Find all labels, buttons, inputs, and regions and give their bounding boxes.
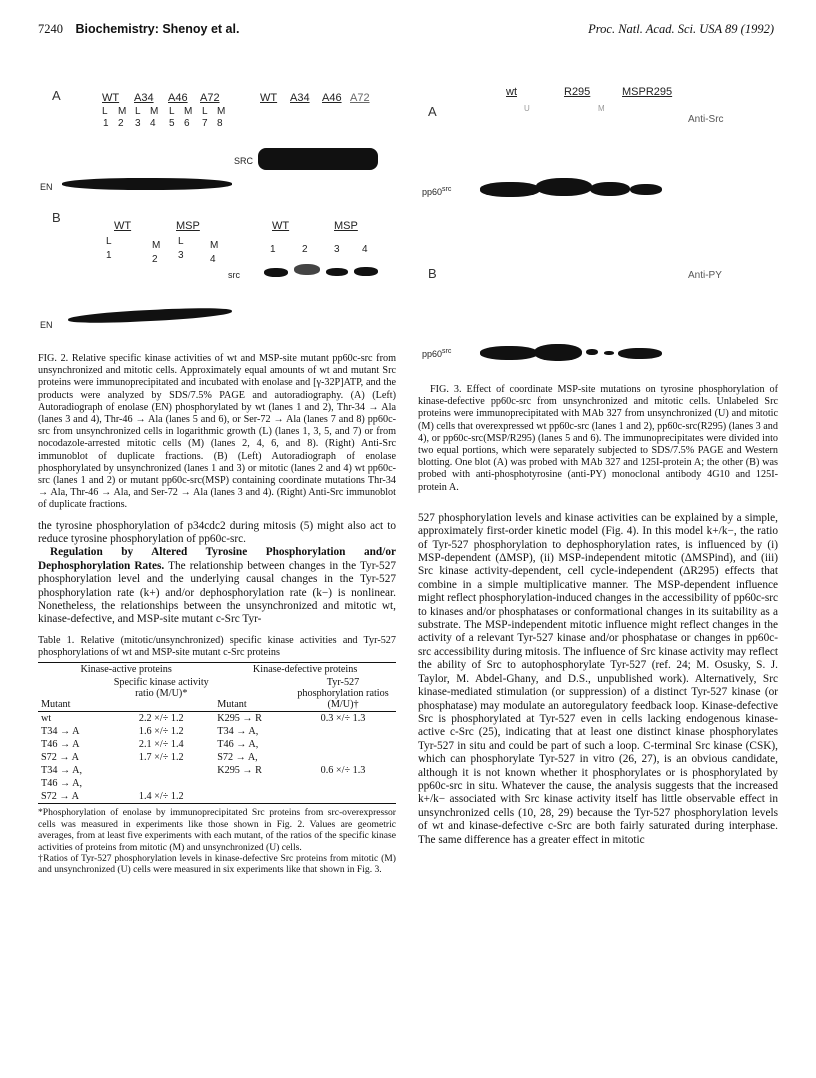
fig2-a-lm-1: L — [102, 106, 108, 117]
fig3-a-pp60-text: pp60 — [422, 187, 443, 197]
fig3-a-pp60-label — [422, 186, 451, 197]
fig2-a-num-4: 4 — [150, 118, 156, 129]
fig3-a-band-3 — [590, 182, 630, 196]
fig2-a-lm-7: L — [202, 106, 208, 117]
fig2-b-en-marker: EN — [40, 320, 53, 330]
fig2-b-src-band-3 — [326, 268, 348, 276]
fig3-b-pp60-text: pp60 — [422, 349, 443, 359]
fig2-b-right-num-3: 3 — [334, 244, 340, 255]
fig2-a-num-1: 1 — [103, 118, 109, 129]
section-title: Biochemistry: Shenoy et al. — [75, 22, 240, 36]
fig2-a-lm-5: L — [169, 106, 175, 117]
fig3-a-band-1 — [480, 182, 540, 197]
fig2-b-right-group-wt: WT — [272, 220, 290, 232]
table-1 — [38, 662, 396, 803]
fig2-b-lane-4: M — [210, 240, 219, 251]
table1-col-mutant: Mutant — [41, 699, 71, 711]
table-cell-ratio: 1.4 ×/÷ 1.2 — [138, 791, 184, 803]
fig2-a-right-group-wt: WT — [260, 92, 278, 104]
table1-col-tyr: Tyr-527 phosphorylation ratios (M/U)† — [297, 677, 389, 711]
fig2-b-lane-2: M — [152, 240, 161, 251]
fig3-b-band-4 — [604, 351, 614, 355]
table-cell-ratio — [290, 777, 396, 790]
fig3-b-pp60-label — [422, 348, 451, 359]
fig3-b-band-3 — [586, 349, 598, 355]
fig3-anti-py-label: Anti-PY — [688, 270, 722, 281]
fig3-lane-hint-u: U — [524, 104, 530, 113]
fig2-a-right-group-a34: A34 — [290, 92, 310, 104]
table-cell-mutant: T34 → A, — [217, 726, 259, 738]
fig2-panel-b-letter: B — [52, 210, 61, 225]
table-cell-mutant: T46 → A, — [217, 739, 259, 751]
table1-group-left: Kinase-active proteins — [80, 664, 172, 676]
right-body-text: 527 phosphorylation levels and kinase activities can be explained by a simple, approximately first-order kinetic model (Fig. 4). In this model k+/k−, the ratio of Tyr-527 phosphorylation to dephosphorylation rates, is influenced by (i) MSP-dependent (ΔMSP), (ii) MSP-independent mitotic (ΔMSPind), and (iii) Src kinase activity-dependent, cell cycle-independent (ΔR295) effects that combine in a simple multiplicative manner. The MSP-dependent influence might reflect phosphorylation-induced changes in the accessibility of pp60c-src to kinases and/or phosphatases or conformational changes in its suitability as a substrate. The MSP-independent mitotic influence might reflect changes in the activity of a relevant Tyr-527 kinase and/or phosphatase or changes in pp60c-src accessibility during mitosis. The influence of Src kinase activity may reflect the ability of Src to autophosphorylate Tyr-527 (ref. 24; M. Osusky, S. J. Taylor, M. Abdel-Ghany, and D.S., unpublished work). Alternatively, Src kinase-mediated stimulation (or suppression) of a distinct Tyr-527 kinase (or phosphatase) may modulate an autoregulatory feedback loop. Kinase-defective Src is phosphorylated at Tyr-527 even in cells lacking endogenous kinase-active c-Src (25), indicating that at least one distinct kinase phosphorylates Tyr-527 in situ and could be part of such a loop. C-terminal Src kinase (CSK), which can phosphorylate Tyr-527 in vitro (26, 27), is an obvious candidate, although it is not known whether it phosphorylates or is phosphorylated by pp60c-src in situ. Whatever the cause, the analysis suggests that the increased k+/k− associated with Src kinase activity itself has little observable effect in unsynchronized cells (10, 28, 29) because the Tyr-527 phosphorylation levels of wt and kinase-defective c-Src are both fairly saturated during interphase. The same difference has a greater effect in mitotic — [418, 511, 778, 846]
table-cell-ratio: 0.3 ×/÷ 1.3 — [320, 713, 366, 725]
table-cell-ratio: 1.6 ×/÷ 1.2 — [138, 726, 184, 738]
fig2-b-src-marker: src — [228, 270, 240, 280]
fig2-a-lm-8: M — [217, 106, 226, 117]
table-cell-mutant: T34 → A — [41, 726, 80, 738]
table-cell-mutant: K295 → R — [217, 765, 262, 777]
table1-bottom-rule — [38, 803, 396, 804]
left-body-paragraph-2-text: The relationship between changes in the Tyr-527 phosphorylation level and the underlying causal changes in the Tyr-527 phosphorylation rate (k+) and/or dephosphorylation rate (k−) is nonlinear. Nonetheless, the relationships between the unsynchronized and mitotic wt, kinase-defective, and MSP-site mutant c-Src Tyr- — [38, 559, 396, 626]
fig2-a-src-marker: SRC — [234, 156, 254, 166]
table-cell-mutant — [214, 777, 290, 790]
fig3-b-pp60-sup: src — [442, 348, 452, 355]
fig2-caption-label: FIG. 2. — [38, 353, 69, 364]
fig2-a-lm-2: M — [118, 106, 127, 117]
table-cell-ratio — [108, 764, 214, 777]
table1-group-right: Kinase-defective proteins — [252, 664, 358, 676]
fig2-b-num-4: 4 — [210, 254, 216, 265]
table-cell-mutant: S72 → A — [41, 752, 79, 764]
table-row — [38, 764, 396, 777]
fig2-b-num-2: 2 — [152, 254, 158, 265]
fig2-b-right-group-msp: MSP — [334, 220, 358, 232]
fig2-a-en-marker: EN — [40, 182, 53, 192]
fig2-a-num-6: 6 — [184, 118, 190, 129]
fig2-b-right-num-2: 2 — [302, 244, 308, 255]
fig3-caption-text: Effect of coordinate MSP-site mutations on tyrosine phosphorylation of kinase-defective pp60c-src from unsynchronized and mitotic cells. Unlabeled Src proteins were immunoprecipitated with MAb 327 from unsynchronized (U) and mitotic (M) cells that overexpressed wt pp60c-src (lanes 1 and 2), pp60c-src(R295) (lanes 3 and 4), or pp60c-src(MSP/R295) (lanes 5 and 6). The immunoprecipitates were divided into two equal portions, which were separately subjected to SDS/7.5% PAGE and Western blotting. One blot (A) was probed with MAb 327 and 125I-protein A; the other (B) was probed with anti-phosphotyrosine (anti-PY) monoclonal antibody 4G10 and 125I-protein A. — [418, 384, 779, 493]
table1-footnote-1: *Phosphorylation of enolase by immunoprecipitated Src proteins from src-overexpressor cells was measured in experiments like those shown in Fig. 2. Values are geometric averages, from at least five experiments with each mutant, of the ratios of the specific kinase activities of proteins from mitotic (M) and unsynchronized (U) cells. — [38, 807, 396, 853]
page-number: 7240 — [38, 22, 63, 36]
right-column — [418, 48, 778, 847]
fig3-lane-hint-m: M — [598, 104, 605, 113]
table-cell-ratio: 2.2 ×/÷ 1.2 — [138, 713, 184, 725]
fig2-a-num-2: 2 — [118, 118, 124, 129]
table-row — [38, 777, 396, 790]
table-row — [38, 712, 396, 726]
fig2-a-group-a46: A46 — [168, 92, 188, 104]
fig2-b-num-3: 3 — [178, 250, 184, 261]
table-row — [38, 725, 396, 738]
fig3-a-pp60-sup: src — [442, 186, 452, 193]
fig3-group-mspr295: MSPR295 — [622, 86, 673, 98]
table-cell-ratio — [108, 777, 214, 790]
table-cell-mutant: S72 → A — [41, 791, 79, 803]
table1-col-activity: Specific kinase activity ratio (M/U)* — [113, 677, 209, 700]
left-body-paragraph-1: the tyrosine phosphorylation of p34cdc2 during mitosis (5) might also act to reduce tyrosine phosphorylation of pp60c-src. — [38, 519, 396, 546]
fig3-group-wt: wt — [506, 86, 517, 98]
table-cell-mutant: T46 → A, — [41, 778, 83, 790]
table-row — [38, 790, 396, 803]
fig2-b-src-band-1 — [264, 268, 288, 277]
fig3-a-band-4 — [630, 184, 662, 195]
table-cell-mutant — [214, 790, 290, 803]
fig2-b-group-wt: WT — [114, 220, 132, 232]
fig2-caption-text: Relative specific kinase activities of wt and MSP-site mutant pp60c-src from unsynchronized and mitotic cells. Approximately equal amounts of wt and mutant Src proteins were immunoprecipitated and incubated with enolase and [γ-32P]ATP, and the products were analyzed by SDS/7.5% PAGE and autoradiography. (A) (Left) Autoradiograph of enolase (EN) phosphorylated by wt (lanes 1 and 2), Thr-34 → Ala (lanes 3 and 4), Thr-46 → Ala (lanes 5 and 6), or Ser-72 → Ala (lanes 7 and 8) pp60c-src from unsynchronized cells in logarithmic growth (L) (lanes 1, 3, 5, and 7) or from nocodazole-arrested mitotic cells (M) (lanes 2, 4, 6, and 8). (Right) Anti-Src immunoblot of duplicate fractions. (B) (Left) Autoradiograph of enolase phosphorylated by unsynchronized (lanes 1 and 3) or mitotic (lanes 2 and 4) wt pp60c-src (lanes 1 and 2) or mutant pp60c-src(MSP) containing coordinate mutations Thr-34 → Ala, Thr-46 → Ala, and Ser-72 → Ala (lanes 3 and 4). (Right) Anti-Src immunoblot of duplicate fractions. — [38, 353, 396, 511]
table-cell-ratio — [290, 725, 396, 738]
table-row — [38, 738, 396, 751]
fig2-a-lm-3: L — [135, 106, 141, 117]
fig3-a-band-2 — [536, 178, 592, 196]
fig2-b-right-num-1: 1 — [270, 244, 276, 255]
fig2-a-num-8: 8 — [217, 118, 223, 129]
fig2-b-en-band — [68, 306, 232, 326]
fig2-a-lm-4: M — [150, 106, 159, 117]
fig3-b-band-2 — [534, 344, 582, 361]
fig2-b-group-msp: MSP — [176, 220, 200, 232]
table-cell-ratio: 0.6 ×/÷ 1.3 — [320, 765, 366, 777]
table-cell-mutant: T34 → A, — [41, 765, 83, 777]
fig3-group-r295: R295 — [564, 86, 591, 98]
table-cell-ratio — [290, 751, 396, 764]
fig3-caption-label: FIG. 3. — [430, 384, 462, 395]
table1-footnote-2: †Ratios of Tyr-527 phosphorylation levels in kinase-defective Src proteins from mitotic (M) and unsynchronized (U) cells were measured in six experiments like that shown in Fig. 3. — [38, 852, 396, 876]
fig3-anti-src-label: Anti-Src — [688, 114, 724, 125]
fig2-caption — [38, 353, 396, 512]
fig2-b-lane-1: L — [106, 236, 112, 247]
fig2-a-num-5: 5 — [169, 118, 175, 129]
running-header-left — [38, 22, 239, 37]
fig2-a-group-wt: WT — [102, 92, 120, 104]
fig2-a-num-3: 3 — [135, 118, 141, 129]
table-cell-mutant: S72 → A, — [217, 752, 258, 764]
table1-title: Table 1. Relative (mitotic/unsynchronized) specific kinase activities and Tyr-527 phosphorylations of wt and MSP-site mutant c-Src proteins — [38, 634, 396, 659]
fig2-b-src-band-4 — [354, 267, 378, 276]
fig2-a-src-band — [258, 148, 378, 170]
fig2-a-right-group-a72: A72 — [350, 92, 370, 104]
fig2-b-src-band-2 — [294, 264, 320, 275]
fig2-a-en-band — [62, 178, 232, 190]
fig2-b-right-num-4: 4 — [362, 244, 368, 255]
fig3-b-band-5 — [618, 348, 662, 359]
fig2-a-num-7: 7 — [202, 118, 208, 129]
table-cell-ratio: 1.7 ×/÷ 1.2 — [138, 752, 184, 764]
fig3-panel-b-letter: B — [428, 266, 437, 281]
table-cell-mutant: T46 → A — [41, 739, 80, 751]
fig2-b-num-1: 1 — [106, 250, 112, 261]
table-cell-mutant: wt — [41, 713, 52, 725]
fig2-a-group-a72: A72 — [200, 92, 220, 104]
fig3-caption — [418, 384, 778, 494]
table1-col-mutant-2: Mutant — [217, 699, 247, 711]
fig2-panel-a-letter: A — [52, 88, 61, 103]
journal-citation: Proc. Natl. Acad. Sci. USA 89 (1992) — [588, 22, 774, 36]
table-cell-ratio: 2.1 ×/÷ 1.4 — [138, 739, 184, 751]
table-cell-ratio — [290, 790, 396, 803]
table-row — [38, 751, 396, 764]
fig2-a-right-group-a46: A46 — [322, 92, 342, 104]
fig2-a-lm-6: M — [184, 106, 193, 117]
fig2-a-group-a34: A34 — [134, 92, 154, 104]
fig3-panel-a-letter: A — [428, 104, 437, 119]
left-body-paragraph-2 — [38, 546, 396, 626]
left-column — [38, 48, 396, 876]
figure-3 — [418, 48, 778, 366]
figure-2 — [38, 48, 396, 353]
fig3-b-band-1 — [480, 346, 538, 360]
section-heading: Regulation by Altered Tyrosine Phosphorylation and/or Dephosphorylation Rates. — [38, 546, 396, 572]
fig2-b-lane-3: L — [178, 236, 184, 247]
table-cell-ratio — [290, 738, 396, 751]
table-cell-mutant: K295 → R — [217, 713, 262, 725]
